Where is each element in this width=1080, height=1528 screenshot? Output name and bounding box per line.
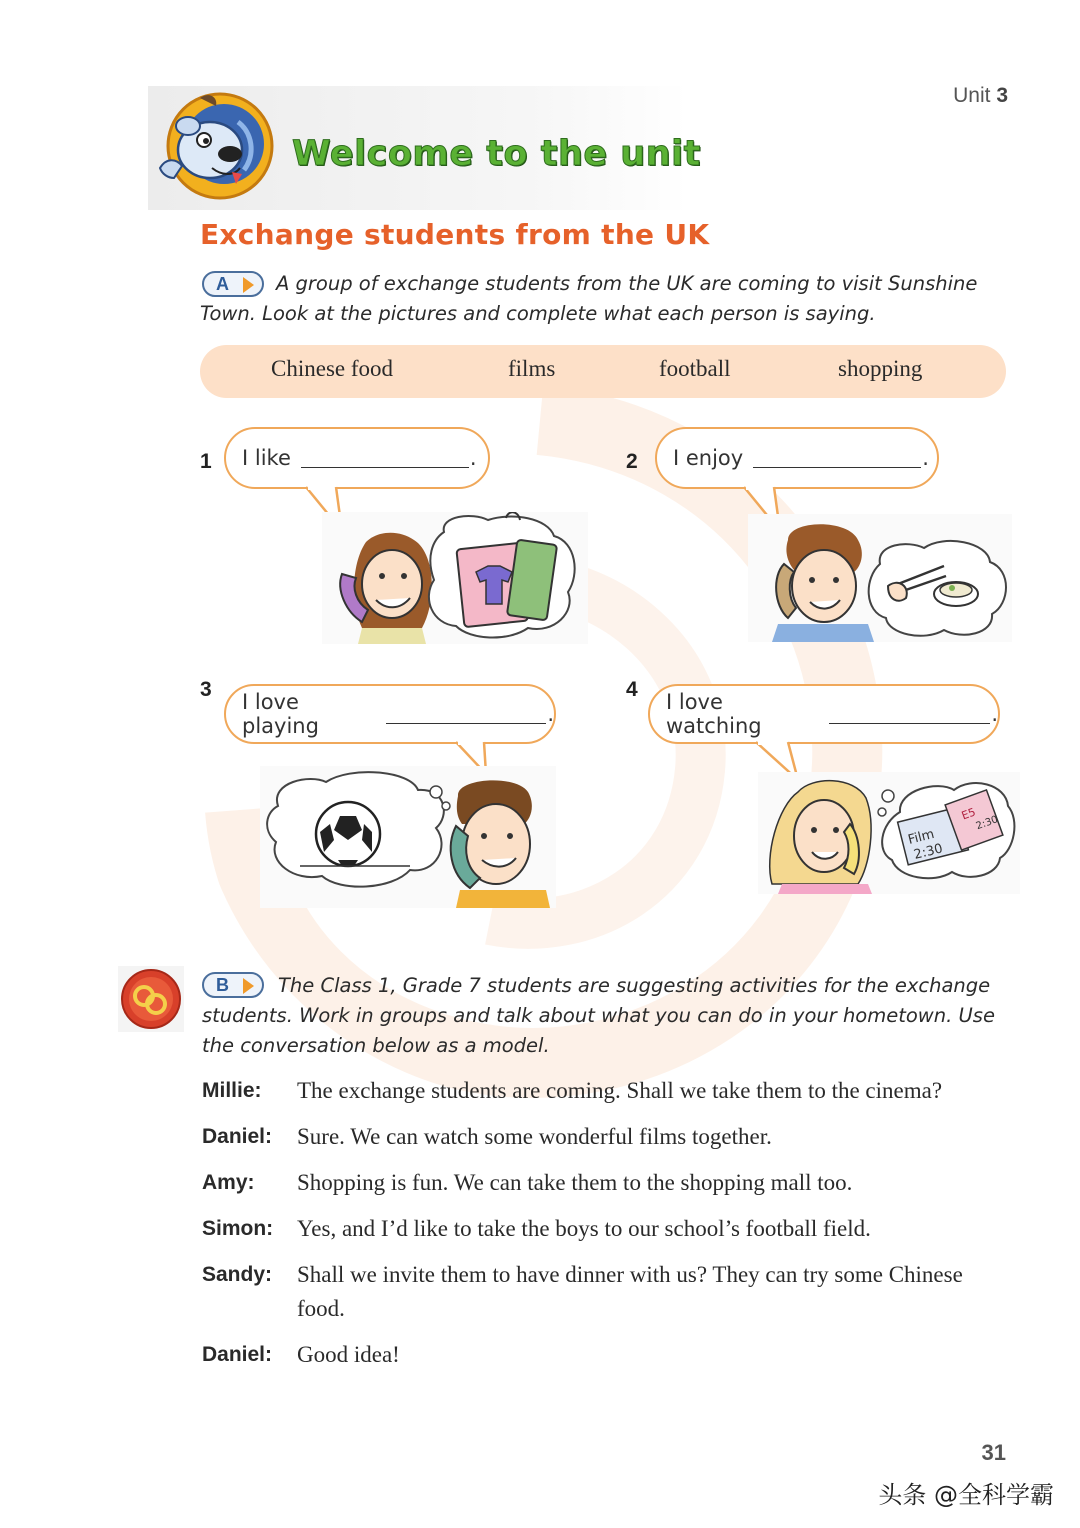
word-option: films [508, 356, 556, 381]
girl-shopping-picture [322, 512, 588, 644]
source-credit: 头条 @全科学霸 [878, 1481, 1054, 1509]
item-number: 2 [626, 450, 638, 473]
banner-title: Welcome to the unit [292, 134, 701, 174]
speech-bubble-1 [224, 427, 490, 489]
group-talk-icon [118, 966, 184, 1032]
speaker-name: Daniel: [202, 1125, 273, 1148]
item-number: 1 [200, 450, 212, 473]
word-option: Chinese food [271, 356, 394, 381]
answer-blank[interactable] [301, 448, 469, 468]
bubble-prompt: I love watching [666, 690, 762, 738]
unit-label [953, 84, 1008, 108]
instruction-line: The Class 1, Grade 7 students are suggesting activities for the exchange [278, 974, 991, 997]
boy-football-picture [260, 766, 556, 908]
word-option: football [659, 356, 731, 381]
speaker-text: The exchange students are coming. Shall we take them to the cinema? [297, 1078, 943, 1103]
speaker-text: Shopping is fun. We can take them to the shopping mall too. [297, 1170, 853, 1195]
bubble-prompt: I enjoy [673, 446, 744, 470]
instruction-line: A group of exchange students from the UK are coming to visit Sunshine [276, 272, 978, 295]
ticket-text: 2:30 [974, 814, 1000, 833]
answer-blank[interactable] [753, 448, 921, 468]
dog-mascot-icon [152, 92, 278, 200]
ticket-text: E5 [959, 805, 978, 823]
bubble-prompt: I love playing [242, 690, 319, 738]
bubble-end: . [991, 702, 998, 726]
speech-bubble-2 [655, 427, 939, 489]
part-b-instruction [202, 971, 995, 1061]
part-a-badge-letter: A [216, 274, 229, 294]
answer-blank[interactable] [386, 704, 546, 724]
answer-blank[interactable] [829, 704, 990, 724]
ticket-text: Film [906, 826, 936, 848]
speaker-text: Shall we invite them to have dinner with us? They can try some Chinese food. [297, 1262, 963, 1321]
bubble-end: . [469, 446, 477, 470]
bubble-end: . [547, 702, 554, 726]
instruction-line: Town. Look at the pictures and complete what each person is saying. [200, 302, 876, 325]
dialogue-line [202, 1212, 1002, 1246]
speaker-name: Sandy: [202, 1263, 273, 1286]
instruction-line: students. Work in groups and talk about what you can do in your hometown. Use [202, 1004, 995, 1027]
speaker-text: Good idea! [297, 1342, 400, 1367]
model-conversation [202, 1074, 1002, 1384]
speaker-name: Millie: [202, 1079, 262, 1102]
dialogue-line [202, 1120, 1002, 1154]
part-a-instruction [200, 269, 977, 329]
section-title: Exchange students from the UK [200, 218, 710, 251]
dialogue-line [202, 1166, 1002, 1200]
dialogue-line [202, 1258, 1002, 1326]
speech-bubble-4 [648, 684, 1000, 744]
page-number: 31 [981, 1440, 1006, 1465]
unit-prefix: Unit [953, 84, 991, 107]
girl-films-picture [758, 772, 1020, 894]
speaker-name: Amy: [202, 1171, 255, 1194]
speaker-name: Simon: [202, 1217, 274, 1240]
bubble-prompt: I like [242, 446, 291, 470]
bubble-end: . [922, 446, 929, 470]
dialogue-line [202, 1338, 1002, 1372]
item-number: 4 [626, 678, 638, 701]
instruction-line: the conversation below as a model. [202, 1034, 550, 1057]
item-number: 3 [200, 678, 212, 701]
word-option: shopping [838, 356, 923, 381]
boy-chinese-food-picture [748, 514, 1012, 642]
dialogue-line [202, 1074, 1002, 1108]
unit-number: 3 [996, 84, 1008, 107]
speaker-name: Daniel: [202, 1343, 273, 1366]
speaker-text: Yes, and I’d like to take the boys to our school’s football field. [297, 1216, 871, 1241]
speech-bubble-3 [224, 684, 556, 744]
ticket-text: 2:30 [912, 841, 945, 863]
part-b-badge-letter: B [216, 975, 229, 995]
speaker-text: Sure. We can watch some wonderful films together. [297, 1124, 772, 1149]
